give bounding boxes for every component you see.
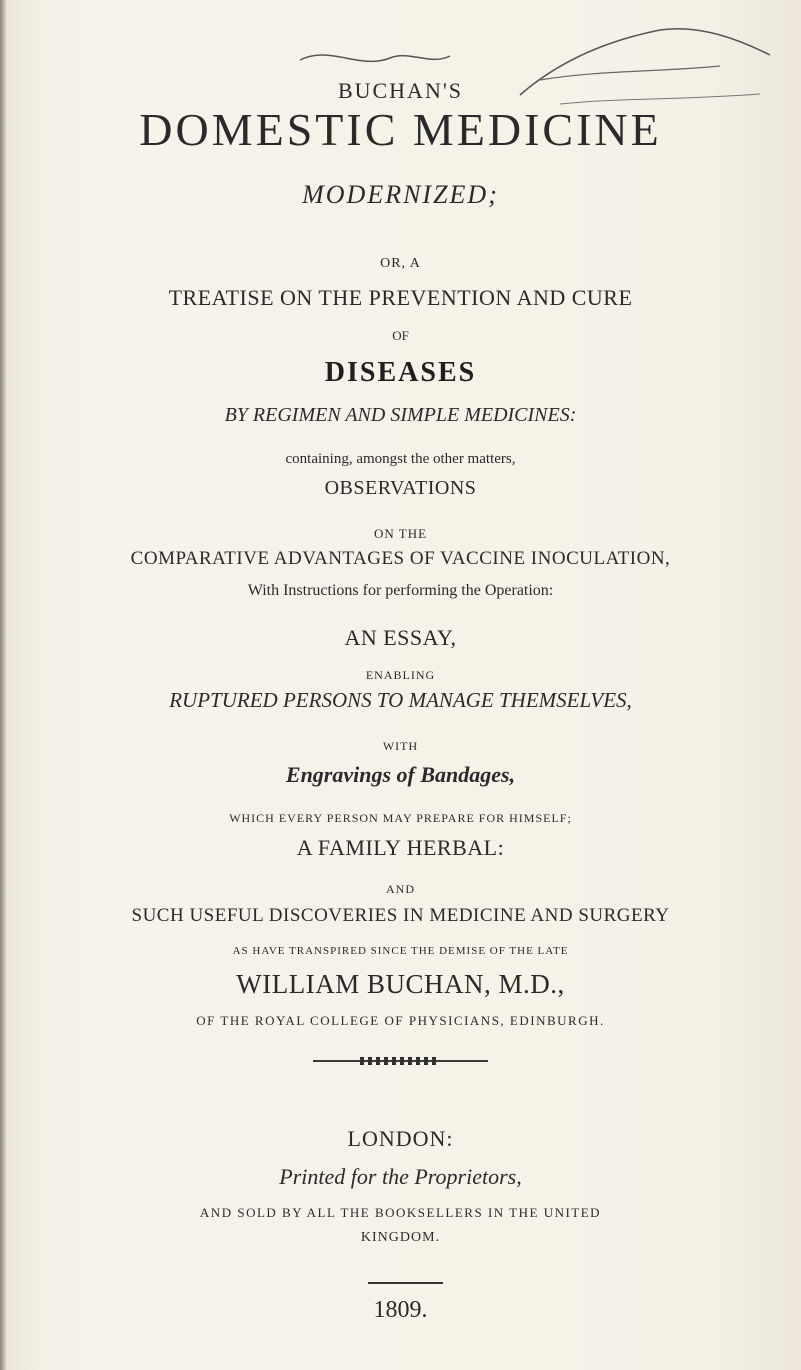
imprint-kingdom: KINGDOM. bbox=[360, 1230, 441, 1245]
which-line: WHICH EVERY PERSON MAY PREPARE FOR HIMSELF; bbox=[229, 811, 572, 825]
imprint-place: LONDON: bbox=[347, 1126, 454, 1151]
author-possessive: BUCHAN'S bbox=[337, 78, 464, 103]
discoveries-line: SUCH USEFUL DISCOVERIES IN MEDICINE AND SURGERY bbox=[131, 905, 670, 926]
treatise-line: TREATISE ON THE PREVENTION AND CURE bbox=[168, 285, 633, 310]
ruptured-line: RUPTURED PERSONS TO MANAGE THEMSELVES, bbox=[169, 688, 632, 712]
enabling-line: ENABLING bbox=[365, 668, 436, 682]
imprint-sold: AND SOLD BY ALL THE BOOKSELLERS IN THE UNITED bbox=[199, 1205, 602, 1220]
main-title: DOMESTIC MEDICINE bbox=[139, 104, 662, 155]
author-name: WILLIAM BUCHAN, M.D., bbox=[236, 969, 565, 999]
author-affiliation: OF THE ROYAL COLLEGE OF PHYSICIANS, EDINBURGH. bbox=[196, 1013, 605, 1028]
of-line: OF bbox=[392, 328, 409, 343]
with-line: WITH bbox=[382, 739, 419, 753]
subtitle-modernized: MODERNIZED; bbox=[302, 180, 499, 209]
essay-line: AN ESSAY, bbox=[344, 625, 457, 650]
comparative-line: COMPARATIVE ADVANTAGES OF VACCINE INOCULATION, bbox=[130, 548, 671, 569]
ornamental-rule-center bbox=[360, 1057, 440, 1065]
imprint-rule bbox=[368, 1282, 443, 1284]
instructions-line: With Instructions for performing the Operation: bbox=[247, 582, 554, 599]
imprint-year: 1809. bbox=[373, 1297, 428, 1323]
observations-line: OBSERVATIONS bbox=[324, 477, 477, 499]
and-line: AND bbox=[386, 882, 415, 896]
engravings-line: Engravings of Bandages, bbox=[285, 762, 516, 787]
transpired-line: AS HAVE TRANSPIRED SINCE THE DEMISE OF THE LATE bbox=[232, 945, 569, 957]
herbal-line: A FAMILY HERBAL: bbox=[296, 835, 505, 860]
or-a: OR, A bbox=[380, 256, 421, 271]
containing-line: containing, amongst the other matters, bbox=[285, 451, 516, 467]
on-the-line: ON THE bbox=[373, 526, 428, 541]
regimen-line: BY REGIMEN AND SIMPLE MEDICINES: bbox=[224, 404, 577, 426]
diseases-line: DISEASES bbox=[324, 357, 477, 388]
imprint-printer: Printed for the Proprietors, bbox=[279, 1164, 522, 1189]
